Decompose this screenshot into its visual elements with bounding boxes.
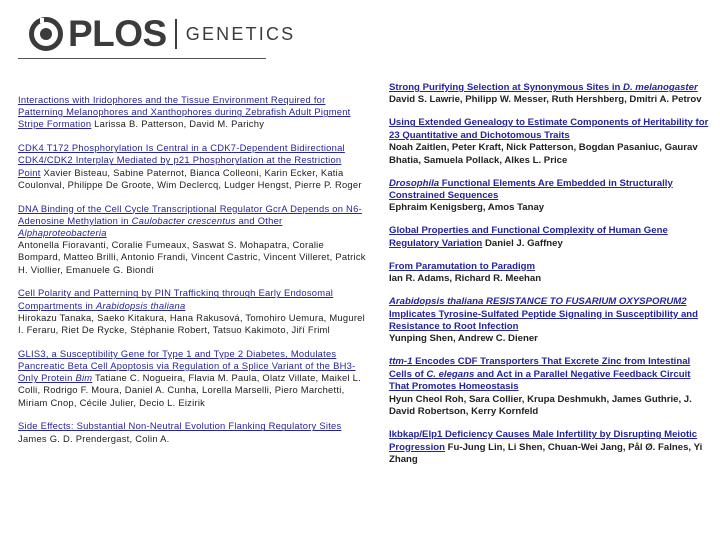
article-authors: Hyun Cheol Roh, Sara Collier, Krupa Deshmukh, James Guthrie, J. David Robertson, Kerry Kornfeld <box>389 393 692 418</box>
article-authors: Yunping Shen, Andrew C. Diener <box>389 333 538 345</box>
article-entry <box>389 429 711 466</box>
article-title-link[interactable] <box>18 287 333 310</box>
article-entry <box>389 82 711 107</box>
right-article-column <box>389 82 711 477</box>
article-authors: Ian R. Adams, Richard R. Meehan <box>389 273 542 285</box>
article-title-text: Functional Elements Are Embedded in Structurally Constrained Sequences <box>389 177 673 202</box>
article-title-text: and Act in a Parallel Negative Feedback Circuit That Promotes Homeostasis <box>389 368 691 393</box>
article-title-text: CDK4 T172 Phosphorylation Is Central in a CDK7-Dependent Bidirectional CDK4/CDK2 Interplay Mediated by p21 Phosphorylation at the Restriction Point <box>18 142 345 178</box>
article-title-italic: Caulobacter crescentus <box>131 214 236 226</box>
article-entry <box>18 287 366 336</box>
logo-divider <box>175 19 177 49</box>
article-title-link[interactable] <box>389 356 690 392</box>
article-entry <box>389 356 711 418</box>
article-title-italic: C. elegans <box>426 368 475 380</box>
article-authors: Fu-Jung Lin, Li Shen, Chuan-Wei Jang, Pål Ø. Falnes, Yi Zhang <box>389 441 703 465</box>
article-authors: Antonella Fioravanti, Coralie Fumeaux, Saswat S. Mohapatra, Coralie Bompard, Matteo Brilli, Antonio Frandi, Vincent Castric, Vincent Villeret, Patrick H. Viollier, Emanuele G. Biondi <box>18 239 366 275</box>
article-entry <box>18 203 366 276</box>
article-title-text: From Paramutation to Paradigm <box>389 260 536 272</box>
article-title-text: and Other <box>235 214 283 226</box>
article-title-text: Global Properties and Functional Complexity of Human Gene Regulatory Variation <box>389 225 668 249</box>
plos-logo-icon <box>28 16 64 52</box>
article-title-link[interactable] <box>389 296 698 332</box>
article-entry <box>389 296 711 346</box>
article-title-italic: D. melanogaster <box>623 82 698 93</box>
article-title-italic: Alphaproteobacteria <box>18 227 107 239</box>
article-title-italic: ttm-1 <box>389 356 413 368</box>
article-title-text: Strong Purifying Selection at Synonymous Sites in <box>389 82 624 93</box>
article-title-text: GLIS3, a Susceptibility Gene for Type 1 and Type 2 Diabetes, Modulates Pancreatic Beta Cell Apoptosis via Regulation of a Splice Variant of the BH3-Only Protein <box>18 347 356 384</box>
logo-wordmark: PLOS <box>68 13 167 54</box>
article-title-italic: Drosophila <box>389 177 440 189</box>
article-title-text: Side Effects: Substantial Non-Neutral Evolution Flanking Regulatory Sites <box>18 420 342 432</box>
article-title-italic: Arabidopsis thaliana RESISTANCE TO FUSARIUM OXYSPORUM2 <box>389 296 687 308</box>
article-entry <box>389 261 711 286</box>
article-entry <box>18 420 366 444</box>
article-authors: Noah Zaitlen, Peter Kraft, Nick Patterson, Bogdan Pasaniuc, Gaurav Bhatia, Samuela Pollack, Alkes L. Price <box>389 142 698 166</box>
article-authors: David S. Lawrie, Philipp W. Messer, Ruth Hershberg, Dmitri A. Petrov <box>389 94 702 106</box>
article-entry <box>389 117 711 167</box>
header-rule <box>18 58 266 59</box>
article-title-link[interactable] <box>18 203 362 238</box>
article-title-link[interactable] <box>389 82 698 93</box>
article-entry <box>18 142 366 191</box>
logo-subtitle: GENETICS <box>185 24 296 44</box>
article-entry <box>18 348 366 409</box>
article-title-link[interactable] <box>389 117 708 140</box>
article-authors: Ephraim Kenigsberg, Amos Tanay <box>389 202 545 214</box>
article-title-text: Using Extended Genealogy to Estimate Components of Heritability for 23 Quantitative and Dichotomous Traits <box>389 117 709 141</box>
plos-genetics-logo[interactable] <box>28 14 295 54</box>
article-authors: Daniel J. Gaffney <box>484 237 563 249</box>
article-title-link[interactable] <box>18 420 341 431</box>
article-title-text: DNA Binding of the Cell Cycle Transcriptional Regulator GcrA Depends on N6-Adenosine Methylation in <box>18 202 362 226</box>
article-title-text: Ikbkap/Elp1 Deficiency Causes Male Infertility by Disrupting Meiotic Progression <box>389 429 698 453</box>
left-article-column <box>18 94 366 456</box>
article-authors: Hirokazu Tanaka, Saeko Kitakura, Hana Rakusová, Tomohiro Uemura, Mugurel I. Feraru, Riet De Rycke, Stéphanie Robert, Tatsuo Kakimoto, Jiří Friml <box>18 311 365 336</box>
article-title-link[interactable] <box>389 261 535 272</box>
article-title-text: Interactions with Iridophores and the Tissue Environment Required for Patterning Melanophores and Xanthophores during Zebrafish Adult Pigment Stripe Formation <box>18 94 351 130</box>
article-title-italic: Arabidopsis thaliana <box>95 299 186 311</box>
article-authors: Tatiane C. Nogueira, Flavia M. Paula, Olatz Villate, Maikel L. Colli, Rodrigo F. Moura, Daniel A. Cunha, Lorella Marselli, Piero Marchetti, Miriam Cnop, Cécile Julier, Decio L. Eizirik <box>18 372 362 408</box>
article-authors: Larissa B. Patterson, David M. Parichy <box>94 118 265 130</box>
article-entry <box>389 178 711 215</box>
article-entry <box>389 225 711 250</box>
article-authors: Xavier Bisteau, Sabine Paternot, Bianca Colleoni, Karin Ecker, Katia Coulonval, Philippe De Groote, Wim Declercq, Ludger Hengst, Pierre P. Roger <box>18 166 362 190</box>
article-title-link[interactable] <box>389 178 673 201</box>
article-title-text: Encodes CDF Transporters That Excrete Zinc from Intestinal Cells of <box>389 356 691 380</box>
article-entry <box>18 94 366 131</box>
article-authors: James G. D. Prendergast, Colin A. <box>18 432 170 444</box>
article-title-italic: Bim <box>75 372 93 384</box>
article-title-text: Cell Polarity and Patterning by PIN Trafficking through Early Endosomal Compartments in <box>18 287 334 311</box>
article-title-text: Implicates Tyrosine-Sulfated Peptide Signaling in Susceptibility and Resistance to Root Infection <box>389 308 699 333</box>
